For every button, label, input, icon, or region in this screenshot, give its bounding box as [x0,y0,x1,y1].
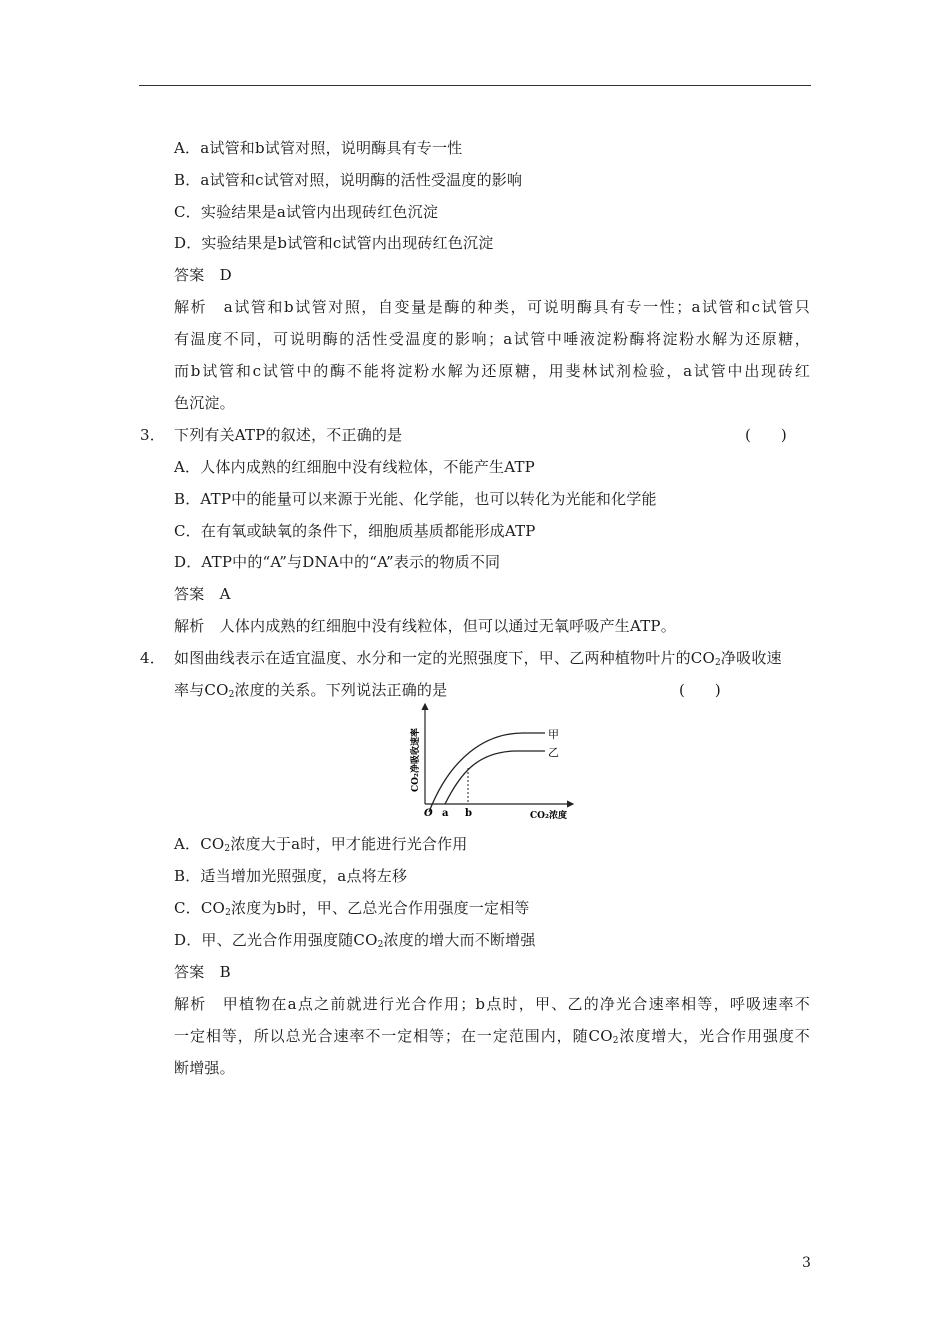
q4-option-c: C．$CO_2$浓度为b时，甲、乙总光合作用强度一定相等 [174,899,530,918]
q4-option-d: D．甲、乙光合作用强度随$CO_2$浓度的增大而不断增强 [174,931,536,950]
q2-option-a: A．a试管和b试管对照，说明酶具有专一性 [174,139,463,157]
label-jia: 甲 [548,728,559,741]
q2-option-d: D．实验结果是b试管和c试管内出现砖红色沉淀 [174,234,494,252]
q2-explanation-line: 而b试管和c试管中的酶不能将淀粉水解为还原糖，用斐林试剂检验，a试管中出现砖红 [174,362,810,380]
q4-stem-line2: 率与$CO_2$浓度的关系。下列说法正确的是 [174,681,448,700]
q2-answer: 答案 D [174,266,232,284]
q2-explanation-line: 解析 a试管和b试管对照，自变量是酶的种类，可说明酶具有专一性；a试管和c试管只 [174,298,810,316]
q3-stem: 下列有关ATP的叙述，不正确的是 [174,426,403,444]
q3-option-d: D．ATP中的“A”与DNA中的“A”表示的物质不同 [174,553,501,571]
q3-explanation: 解析 人体内成熟的红细胞中没有线粒体，但可以通过无氧呼吸产生ATP。 [174,617,676,635]
tick-b-label: b [465,808,472,819]
x-axis-label: CO₂浓度 [530,811,567,821]
q2-explanation-line: 色沉淀。 [174,394,235,412]
co2-absorption-figure [405,700,585,826]
q3-option-a: A．人体内成熟的红细胞中没有线粒体，不能产生ATP [174,458,535,476]
q4-explanation-line: 一定相等，所以总光合速率不一定相等；在一定范围内，随$CO_2$浓度增大，光合作用强度不 [174,1027,810,1046]
q3-option-c: C．在有氧或缺氧的条件下，细胞质基质都能形成ATP [174,522,536,540]
origin-label: O [424,808,433,819]
q4-answer-bracket: ( ) [679,681,721,699]
q2-explanation-line: 有温度不同，可说明酶的活性受温度的影响；a试管中唾液淀粉酶将淀粉水解为还原糖， [174,330,810,348]
q3-answer: 答案 A [174,585,231,603]
q3-answer-bracket: ( ) [745,426,787,444]
q4-number: 4． [140,649,165,667]
page-number: 3 [802,1255,811,1271]
q4-option-a: A．$CO_2$浓度大于a时，甲才能进行光合作用 [174,835,468,854]
tick-a-label: a [442,808,449,819]
label-yi: 乙 [548,746,559,759]
q4-answer: 答案 B [174,963,231,981]
q3-option-b: B．ATP中的能量可以来源于光能、化学能，也可以转化为光能和化学能 [174,490,657,508]
q4-option-b: B．适当增加光照强度，a点将左移 [174,867,408,885]
q4-explanation-line: 解析 甲植物在a点之前就进行光合作用；b点时，甲、乙的净光合速率相等，呼吸速率不 [174,995,810,1013]
q4-explanation-line: 断增强。 [174,1059,235,1077]
curve-yi [445,751,545,804]
q4-stem-line1: 如图曲线表示在适宜温度、水分和一定的光照强度下，甲、乙两种植物叶片的$CO_2$净吸收速 [174,649,782,668]
q3-number: 3． [140,426,165,444]
q2-option-b: B．a试管和c试管对照，说明酶的活性受温度的影响 [174,171,523,189]
y-axis-label: CO₂净吸收速率 [411,728,421,792]
q2-option-c: C．实验结果是a试管内出现砖红色沉淀 [174,203,439,221]
header-rule [139,85,811,86]
